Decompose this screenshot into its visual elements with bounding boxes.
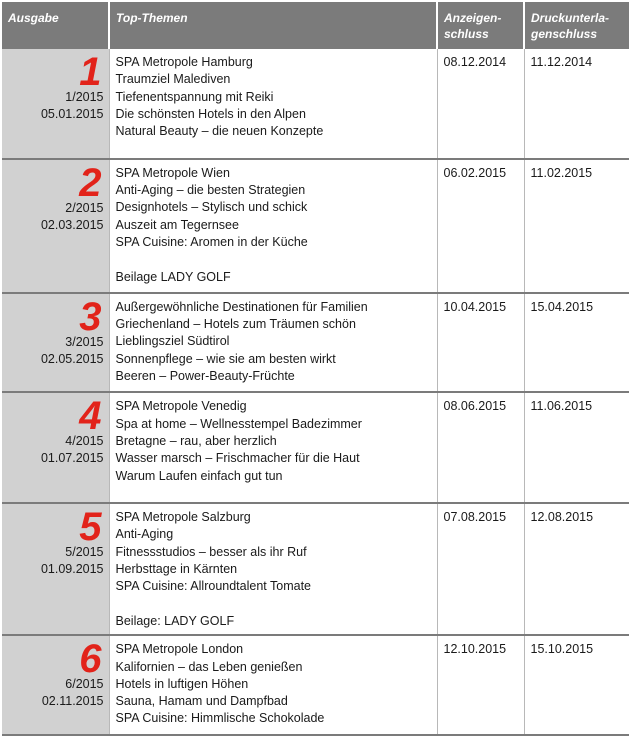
- topic-item: SPA Cuisine: Aromen in der Küche: [115, 234, 308, 249]
- issue-label: 5/2015: [65, 545, 104, 560]
- anzeigenschluss-cell: 08.06.2015: [437, 392, 524, 503]
- header-druckunterlagenschluss-line2: genschluss: [531, 27, 598, 41]
- topic-item: Die schönsten Hotels in den Alpen: [115, 106, 306, 121]
- header-row: [2, 2, 629, 48]
- topic-item: Hotels in luftigen Höhen: [115, 676, 249, 691]
- druckunterlagenschluss-cell: 11.12.2014: [524, 48, 629, 159]
- supplement-item: Beilage LADY GOLF: [115, 269, 231, 284]
- issue-number: 2: [79, 160, 102, 205]
- issue-date: 02.05.2015: [40, 351, 104, 366]
- topics-cell: [109, 503, 437, 635]
- issue-cell: [2, 293, 109, 392]
- topics-cell: [109, 159, 437, 293]
- topics-cell: [109, 635, 437, 734]
- topic-item: SPA Metropole London: [115, 642, 244, 657]
- row-spacer: [116, 385, 431, 391]
- topic-item: Fitnessstudios – besser als ihr Ruf: [115, 544, 307, 559]
- druckunterlagenschluss-cell: 11.06.2015: [524, 392, 629, 503]
- druckunterlagenschluss-cell: 15.10.2015: [524, 635, 629, 734]
- topic-item: Beeren – Power-Beauty-Früchte: [115, 369, 295, 384]
- topic-item: SPA Metropole Hamburg: [115, 55, 253, 69]
- row-spacer: [116, 251, 431, 268]
- topic-item: SPA Metropole Salzburg: [115, 510, 251, 525]
- anzeigenschluss-cell: 06.02.2015: [437, 159, 524, 293]
- topics-cell: [109, 392, 437, 503]
- topic-item: Kalifornien – das Leben genießen: [115, 659, 303, 674]
- table-row: [2, 159, 629, 293]
- table-row: [2, 293, 629, 392]
- issue-number: 1: [79, 50, 102, 94]
- topic-item: Bretagne – rau, aber herzlich: [115, 433, 277, 448]
- topic-item: Anti-Aging: [115, 527, 174, 542]
- topic-item: SPA Cuisine: Himmlische Schokolade: [115, 711, 325, 726]
- row-spacer: [116, 596, 431, 613]
- header-top-themen: Top-Themen: [109, 2, 437, 48]
- row-spacer: [116, 728, 431, 734]
- issue-label: 6/2015: [65, 677, 104, 692]
- table-row: [2, 635, 629, 734]
- header-anzeigenschluss-line1: Anzeigen-: [444, 11, 502, 25]
- topic-item: Außergewöhnliche Destinationen für Familien: [115, 299, 368, 314]
- header-druckunterlagenschluss-line1: Druckunterla-: [531, 11, 610, 25]
- topic-item: Warum Laufen einfach gut tun: [115, 468, 283, 483]
- issue-number: 6: [79, 637, 102, 682]
- topic-item: SPA Metropole Wien: [115, 165, 230, 180]
- topic-item: SPA Metropole Venedig: [115, 399, 247, 414]
- issue-number: 5: [79, 505, 102, 550]
- issue-label: 4/2015: [65, 434, 104, 449]
- topic-item: Herbsttage in Kärnten: [115, 562, 238, 577]
- anzeigenschluss-cell: 08.12.2014: [437, 48, 524, 159]
- issue-label: 2/2015: [65, 200, 104, 215]
- topic-item: Traumziel Malediven: [115, 72, 231, 87]
- schedule-rows: [2, 48, 629, 735]
- topics-cell: [109, 48, 437, 159]
- header-ausgabe: Ausgabe: [2, 2, 109, 48]
- header-anzeigenschluss: [437, 2, 524, 48]
- issue-cell: [2, 503, 109, 635]
- issue-number: 3: [79, 294, 102, 339]
- topic-item: Sonnenpflege – wie sie am besten wirkt: [115, 351, 336, 366]
- row-spacer: [116, 286, 431, 292]
- anzeigenschluss-cell: 07.08.2015: [437, 503, 524, 635]
- topics-cell: [109, 293, 437, 392]
- topic-item: Spa at home – Wellnesstempel Badezimmer: [115, 416, 362, 431]
- topic-item: Auszeit am Tegernsee: [115, 217, 239, 232]
- topic-item: Lieblingsziel Südtirol: [115, 334, 230, 349]
- druckunterlagenschluss-cell: 15.04.2015: [524, 293, 629, 392]
- topic-item: Sauna, Hamam und Dampfbad: [115, 694, 288, 709]
- issue-date: 01.07.2015: [40, 451, 104, 466]
- issue-cell: [2, 635, 109, 734]
- issue-date: 05.01.2015: [40, 107, 104, 121]
- topic-item: SPA Cuisine: Allroundtalent Tomate: [115, 579, 311, 594]
- issue-number: 4: [79, 394, 102, 439]
- schedule-table-wrapper: [2, 2, 629, 736]
- header-druckunterlagenschluss: [524, 2, 629, 48]
- row-spacer: [116, 630, 431, 634]
- header-anzeigenschluss-line2: schluss: [444, 27, 489, 41]
- issue-label: 1/2015: [65, 90, 104, 104]
- table-row: [2, 48, 629, 159]
- row-spacer: [116, 485, 431, 502]
- druckunterlagenschluss-cell: 11.02.2015: [524, 159, 629, 293]
- supplement-item: Beilage: LADY GOLF: [115, 613, 235, 628]
- anzeigenschluss-cell: 12.10.2015: [437, 635, 524, 734]
- topic-item: Wasser marsch – Frischmacher für die Haut: [115, 451, 360, 466]
- topic-item: Designhotels – Stylisch und schick: [115, 200, 308, 215]
- table-row: [2, 392, 629, 503]
- issue-cell: [2, 48, 109, 159]
- topic-item: Griechenland – Hotels zum Träumen schön: [115, 317, 356, 332]
- topic-item: Natural Beauty – die neuen Konzepte: [115, 124, 324, 139]
- issue-date: 01.09.2015: [40, 562, 104, 577]
- topic-item: Anti-Aging – die besten Strategien: [115, 183, 306, 198]
- issue-date: 02.11.2015: [41, 694, 104, 709]
- issue-date: 02.03.2015: [40, 217, 104, 232]
- table-row: [2, 503, 629, 635]
- issue-cell: [2, 159, 109, 293]
- issue-label: 3/2015: [65, 334, 104, 349]
- topic-item: Tiefenentspannung mit Reiki: [115, 89, 274, 104]
- row-spacer: [116, 140, 431, 157]
- druckunterlagenschluss-cell: 12.08.2015: [524, 503, 629, 635]
- anzeigenschluss-cell: 10.04.2015: [437, 293, 524, 392]
- schedule-table: [2, 2, 629, 736]
- issue-cell: [2, 392, 109, 503]
